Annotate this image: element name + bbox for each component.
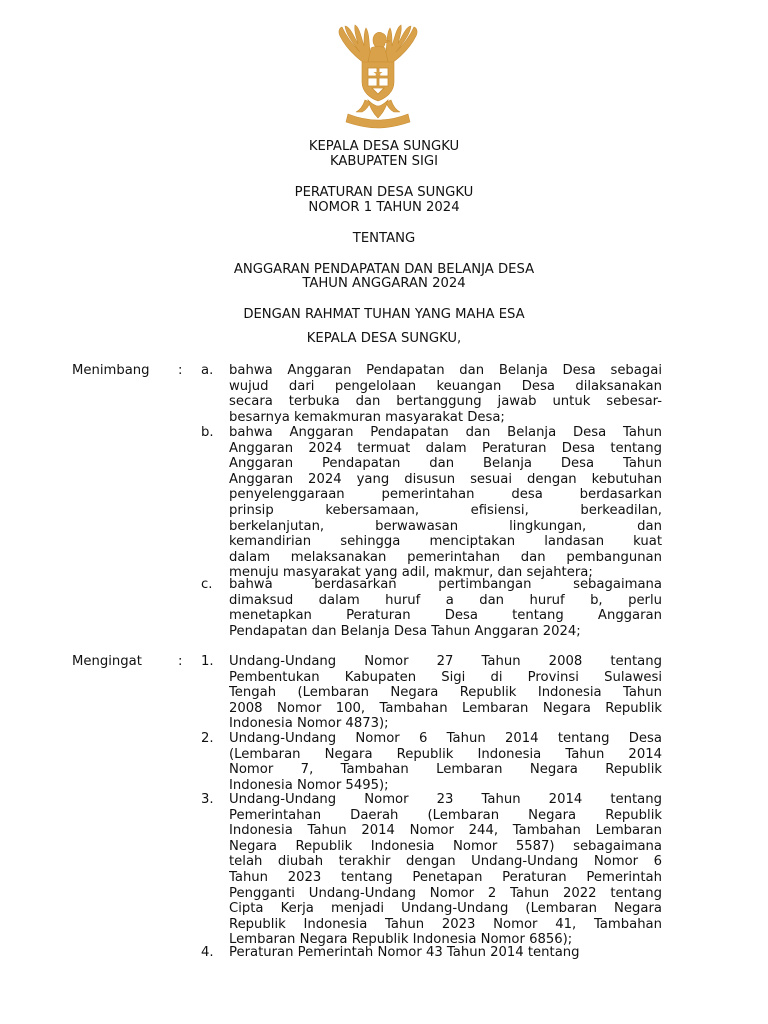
menimbang-colon: :: [178, 363, 183, 378]
text-line: Pengganti Undang-Undang Nomor 2 Tahun 2022 tentang: [229, 885, 662, 901]
text-line: kemandirian sehingga menciptakan landasan kuat: [229, 534, 662, 550]
regulation-number: NOMOR 1 TAHUN 2024: [308, 200, 460, 215]
text-line: besarnya kemakmuran masyarakat Desa;: [229, 409, 505, 425]
text-line: wujud dari pengelolaan keuangan Desa dilaksanakan: [229, 378, 662, 394]
mengingat-item-text: [229, 731, 662, 793]
text-line: Anggaran Pendapatan dan Belanja Desa Tahun: [229, 456, 662, 472]
about-heading: TENTANG: [352, 231, 416, 246]
menimbang-item-mark: c.: [201, 577, 213, 592]
issuer-title: KEPALA DESA SUNGKU: [308, 139, 460, 154]
text-line: dimaksud dalam huruf a dan huruf b, perlu: [229, 592, 662, 608]
menimbang-item-text: [229, 363, 662, 425]
text-line: Negara Republik Indonesia Nomor 5587) sebagaimana: [229, 838, 662, 854]
text-line: Cipta Kerja menjadi Undang-Undang (Lembaran Negara: [229, 901, 662, 917]
text-line: menuju masyarakat yang adil, makmur, dan sejahtera;: [229, 565, 593, 581]
menimbang-item-text: [229, 577, 662, 639]
text-line: Anggaran 2024 yang disusun sesuai dengan kebutuhan: [229, 471, 662, 487]
text-line: Undang-Undang Nomor 6 Tahun 2014 tentang Desa: [229, 731, 662, 746]
mengingat-item-text: [229, 654, 662, 732]
text-line: Indonesia Tahun 2014 Nomor 244, Tambahan Lembaran: [229, 823, 662, 839]
mengingat-item-text: [229, 945, 662, 961]
subject-line-1: ANGGARAN PENDAPATAN DAN BELANJA DESA: [233, 262, 535, 277]
menimbang-item-mark: b.: [201, 425, 214, 440]
mengingat-item-text: [229, 792, 662, 948]
mengingat-item-mark: 2.: [201, 731, 214, 746]
menimbang-label: Menimbang: [72, 363, 150, 378]
text-line: Pemerintahan Daerah (Lembaran Negara Republik: [229, 807, 662, 823]
subject-line-2: TAHUN ANGGARAN 2024: [302, 276, 466, 291]
text-line: Undang-Undang Nomor 27 Tahun 2008 tentang: [229, 654, 662, 669]
issuer-regency: KABUPATEN SIGI: [329, 154, 439, 169]
mengingat-item-mark: 4.: [201, 945, 214, 960]
text-line: Anggaran 2024 termuat dalam Peraturan Desa tentang: [229, 440, 662, 456]
mengingat-label: Mengingat: [72, 654, 142, 669]
text-line: Indonesia Nomor 4873);: [229, 716, 389, 732]
text-line: berkelanjutan, berwawasan lingkungan, dan: [229, 518, 662, 534]
text-line: bahwa Anggaran Pendapatan dan Belanja Desa Tahun: [229, 425, 662, 440]
regulation-title: PERATURAN DESA SUNGKU: [294, 185, 474, 200]
text-line: Tahun 2023 tentang Penetapan Peraturan Pemerintah: [229, 869, 662, 885]
text-line: secara terbuka dan bertanggung jawab untuk sebesar-: [229, 394, 662, 410]
text-line: 2008 Nomor 100, Tambahan Lembaran Negara Republik: [229, 700, 662, 716]
mengingat-item-mark: 3.: [201, 792, 214, 807]
grace-phrase: DENGAN RAHMAT TUHAN YANG MAHA ESA: [243, 307, 525, 322]
mengingat-item-mark: 1.: [201, 654, 214, 669]
text-line: bahwa Anggaran Pendapatan dan Belanja Desa sebagai: [229, 363, 662, 378]
text-line: penyelenggaraan pemerintahan desa berdasarkan: [229, 487, 662, 503]
text-line: Undang-Undang Nomor 23 Tahun 2014 tentang: [229, 792, 662, 807]
text-line: Peraturan Pemerintah Nomor 43 Tahun 2014 tentang: [229, 945, 580, 960]
text-line: Pendapatan dan Belanja Desa Tahun Anggaran 2024;: [229, 623, 581, 639]
mengingat-colon: :: [178, 654, 183, 669]
text-line: prinsip kebersamaan, efisiensi, berkeadilan,: [229, 502, 662, 518]
text-line: Pembentukan Kabupaten Sigi di Provinsi Sulawesi: [229, 669, 662, 685]
text-line: telah diubah terakhir dengan Undang-Undang Nomor 6: [229, 854, 662, 870]
menimbang-item-mark: a.: [201, 363, 214, 378]
authority-line: KEPALA DESA SUNGKU,: [306, 331, 462, 346]
garuda-emblem-icon: [318, 22, 438, 132]
text-line: dalam melaksanakan pemerintahan dan pembangunan: [229, 549, 662, 565]
text-line: Indonesia Nomor 5495);: [229, 777, 389, 793]
text-line: Nomor 7, Tambahan Lembaran Negara Republik: [229, 762, 662, 778]
text-line: bahwa berdasarkan pertimbangan sebagaimana: [229, 577, 662, 592]
text-line: (Lembaran Negara Republik Indonesia Tahun 2014: [229, 746, 662, 762]
menimbang-item-text: [229, 425, 662, 581]
text-line: Republik Indonesia Tahun 2023 Nomor 41, Tambahan: [229, 916, 662, 932]
text-line: menetapkan Peraturan Desa tentang Anggaran: [229, 608, 662, 624]
text-line: Lembaran Negara Republik Indonesia Nomor 6856);: [229, 932, 573, 948]
text-line: Tengah (Lembaran Negara Republik Indonesia Tahun: [229, 685, 662, 701]
